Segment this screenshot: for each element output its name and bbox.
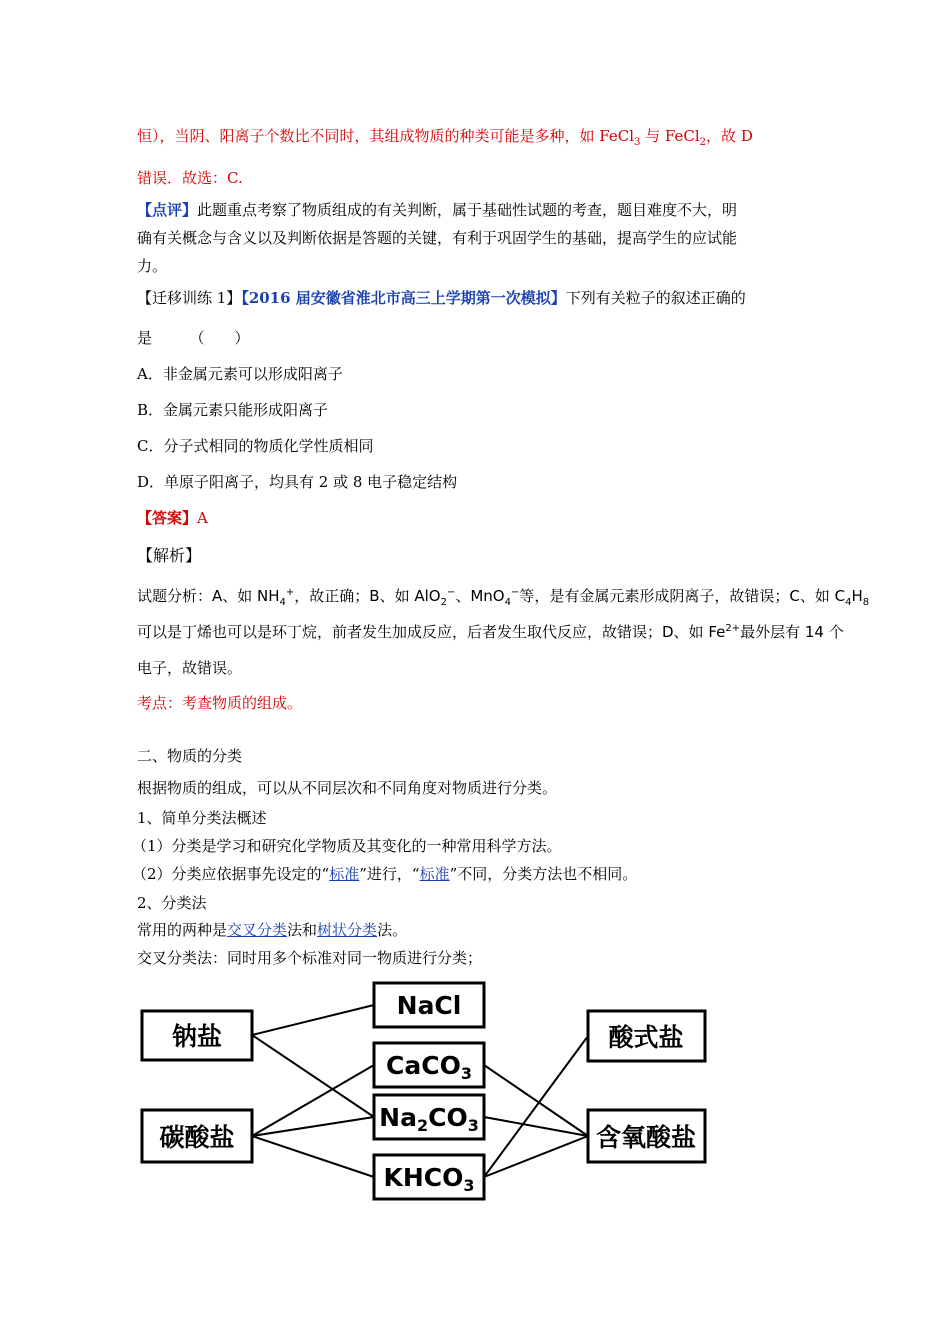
review-line-2: 确有关概念与含义以及判断依据是答题的关键，有利于巩固学生的基础，提高学生的应试能 <box>137 229 738 247</box>
analysis-tag: 【解析】 <box>137 546 202 565</box>
point-2: （2）分类应依据事先设定的“标准”进行，“标准”不同，分类方法也不相同。 <box>132 865 638 883</box>
cross-method-line: 交叉分类法：同时用多个标准对同一物质进行分类； <box>137 949 483 967</box>
subheading-2: 2、分类法 <box>137 894 207 912</box>
review-line-3: 力。 <box>137 257 168 275</box>
question-source: 【2016 届安徽省淮北市高三上学期第一次模拟】 <box>241 289 566 307</box>
label-sodium-salt: 钠盐 <box>171 1022 223 1051</box>
analysis-line-1: 试题分析：A、如 $NH_4^+$，故正确；B、如 AlO$_2$−、MnO$_4$−等，是有金属元素形成阴离子，故错误；C、如 $C_4H_8$ <box>137 587 870 608</box>
label-oxysalt: 含氧酸盐 <box>595 1123 697 1152</box>
section-title: 二、物质的分类 <box>137 747 243 765</box>
label-khco3: $KHCO_3$ <box>383 1163 475 1195</box>
cross-classification-link[interactable]: 交叉分类 <box>227 921 288 939</box>
answer-tag: 【答案】 <box>137 509 198 527</box>
section-intro: 根据物质的组成，可以从不同层次和不同角度对物质进行分类。 <box>137 779 558 797</box>
prev-line-2: 错误．故选：C. <box>137 169 243 187</box>
option-c: C．分子式相同的物质化学性质相同 <box>137 437 374 455</box>
analysis-line-3: 电子，故错误。 <box>137 659 243 677</box>
point-1: （1）分类是学习和研究化学物质及其变化的一种常用科学方法。 <box>132 837 562 855</box>
analysis-line-2: 可以是丁烯也可以是环丁烷，前者发生加成反应，后者发生取代反应，故错误；D、如 $Fe^{2+}$最外层有 14 个 <box>137 623 844 641</box>
review-line-1: 【点评】此题重点考察了物质组成的有关判断，属于基础性试题的考查，题目难度不大，明 <box>137 201 738 219</box>
question-tag: 【迁移训练 1】 <box>137 289 242 307</box>
methods-line: 常用的两种是交叉分类法和树状分类法。 <box>137 921 408 939</box>
option-d: D．单原子阳离子，均具有 2 或 8 电子稳定结构 <box>137 473 458 491</box>
question-line-2: 是 （ ） <box>137 329 250 347</box>
review-tag: 【点评】 <box>137 201 198 219</box>
label-acid-salt: 酸式盐 <box>608 1023 684 1052</box>
standard-link-2[interactable]: 标准 <box>419 865 450 883</box>
label-carbonate-salt: 碳酸盐 <box>159 1123 235 1152</box>
option-a: A．非金属元素可以形成阳离子 <box>137 365 343 383</box>
option-b: B．金属元素只能形成阳离子 <box>137 401 329 419</box>
standard-link-1[interactable]: 标准 <box>329 865 360 883</box>
answer-value: A <box>197 509 208 527</box>
connector-carbonate-khco3 <box>252 1136 374 1177</box>
analysis-point: 考点：考查物质的组成。 <box>137 694 303 712</box>
subheading-1: 1、简单分类法概述 <box>137 809 267 827</box>
label-na2co3: $Na_2CO_3$ <box>379 1103 479 1135</box>
question-line-1: 【迁移训练 1】【2016 届安徽省淮北市高三上学期第一次模拟】下列有关粒子的叙述正确的 <box>137 289 746 307</box>
prev-line-1: 恒），当阴、阳离子个数比不同时，其组成物质的种类可能是多种，如 FeCl$_3$ 与 FeCl$_2$，故 D <box>137 127 753 148</box>
tree-classification-link[interactable]: 树状分类 <box>317 921 378 939</box>
connector-sodium-nacl <box>252 1005 374 1035</box>
connector-caco3-oxysalt <box>484 1065 588 1136</box>
label-caco3: CaCO$_3$ <box>386 1051 472 1083</box>
label-nacl: NaCl <box>396 991 462 1020</box>
